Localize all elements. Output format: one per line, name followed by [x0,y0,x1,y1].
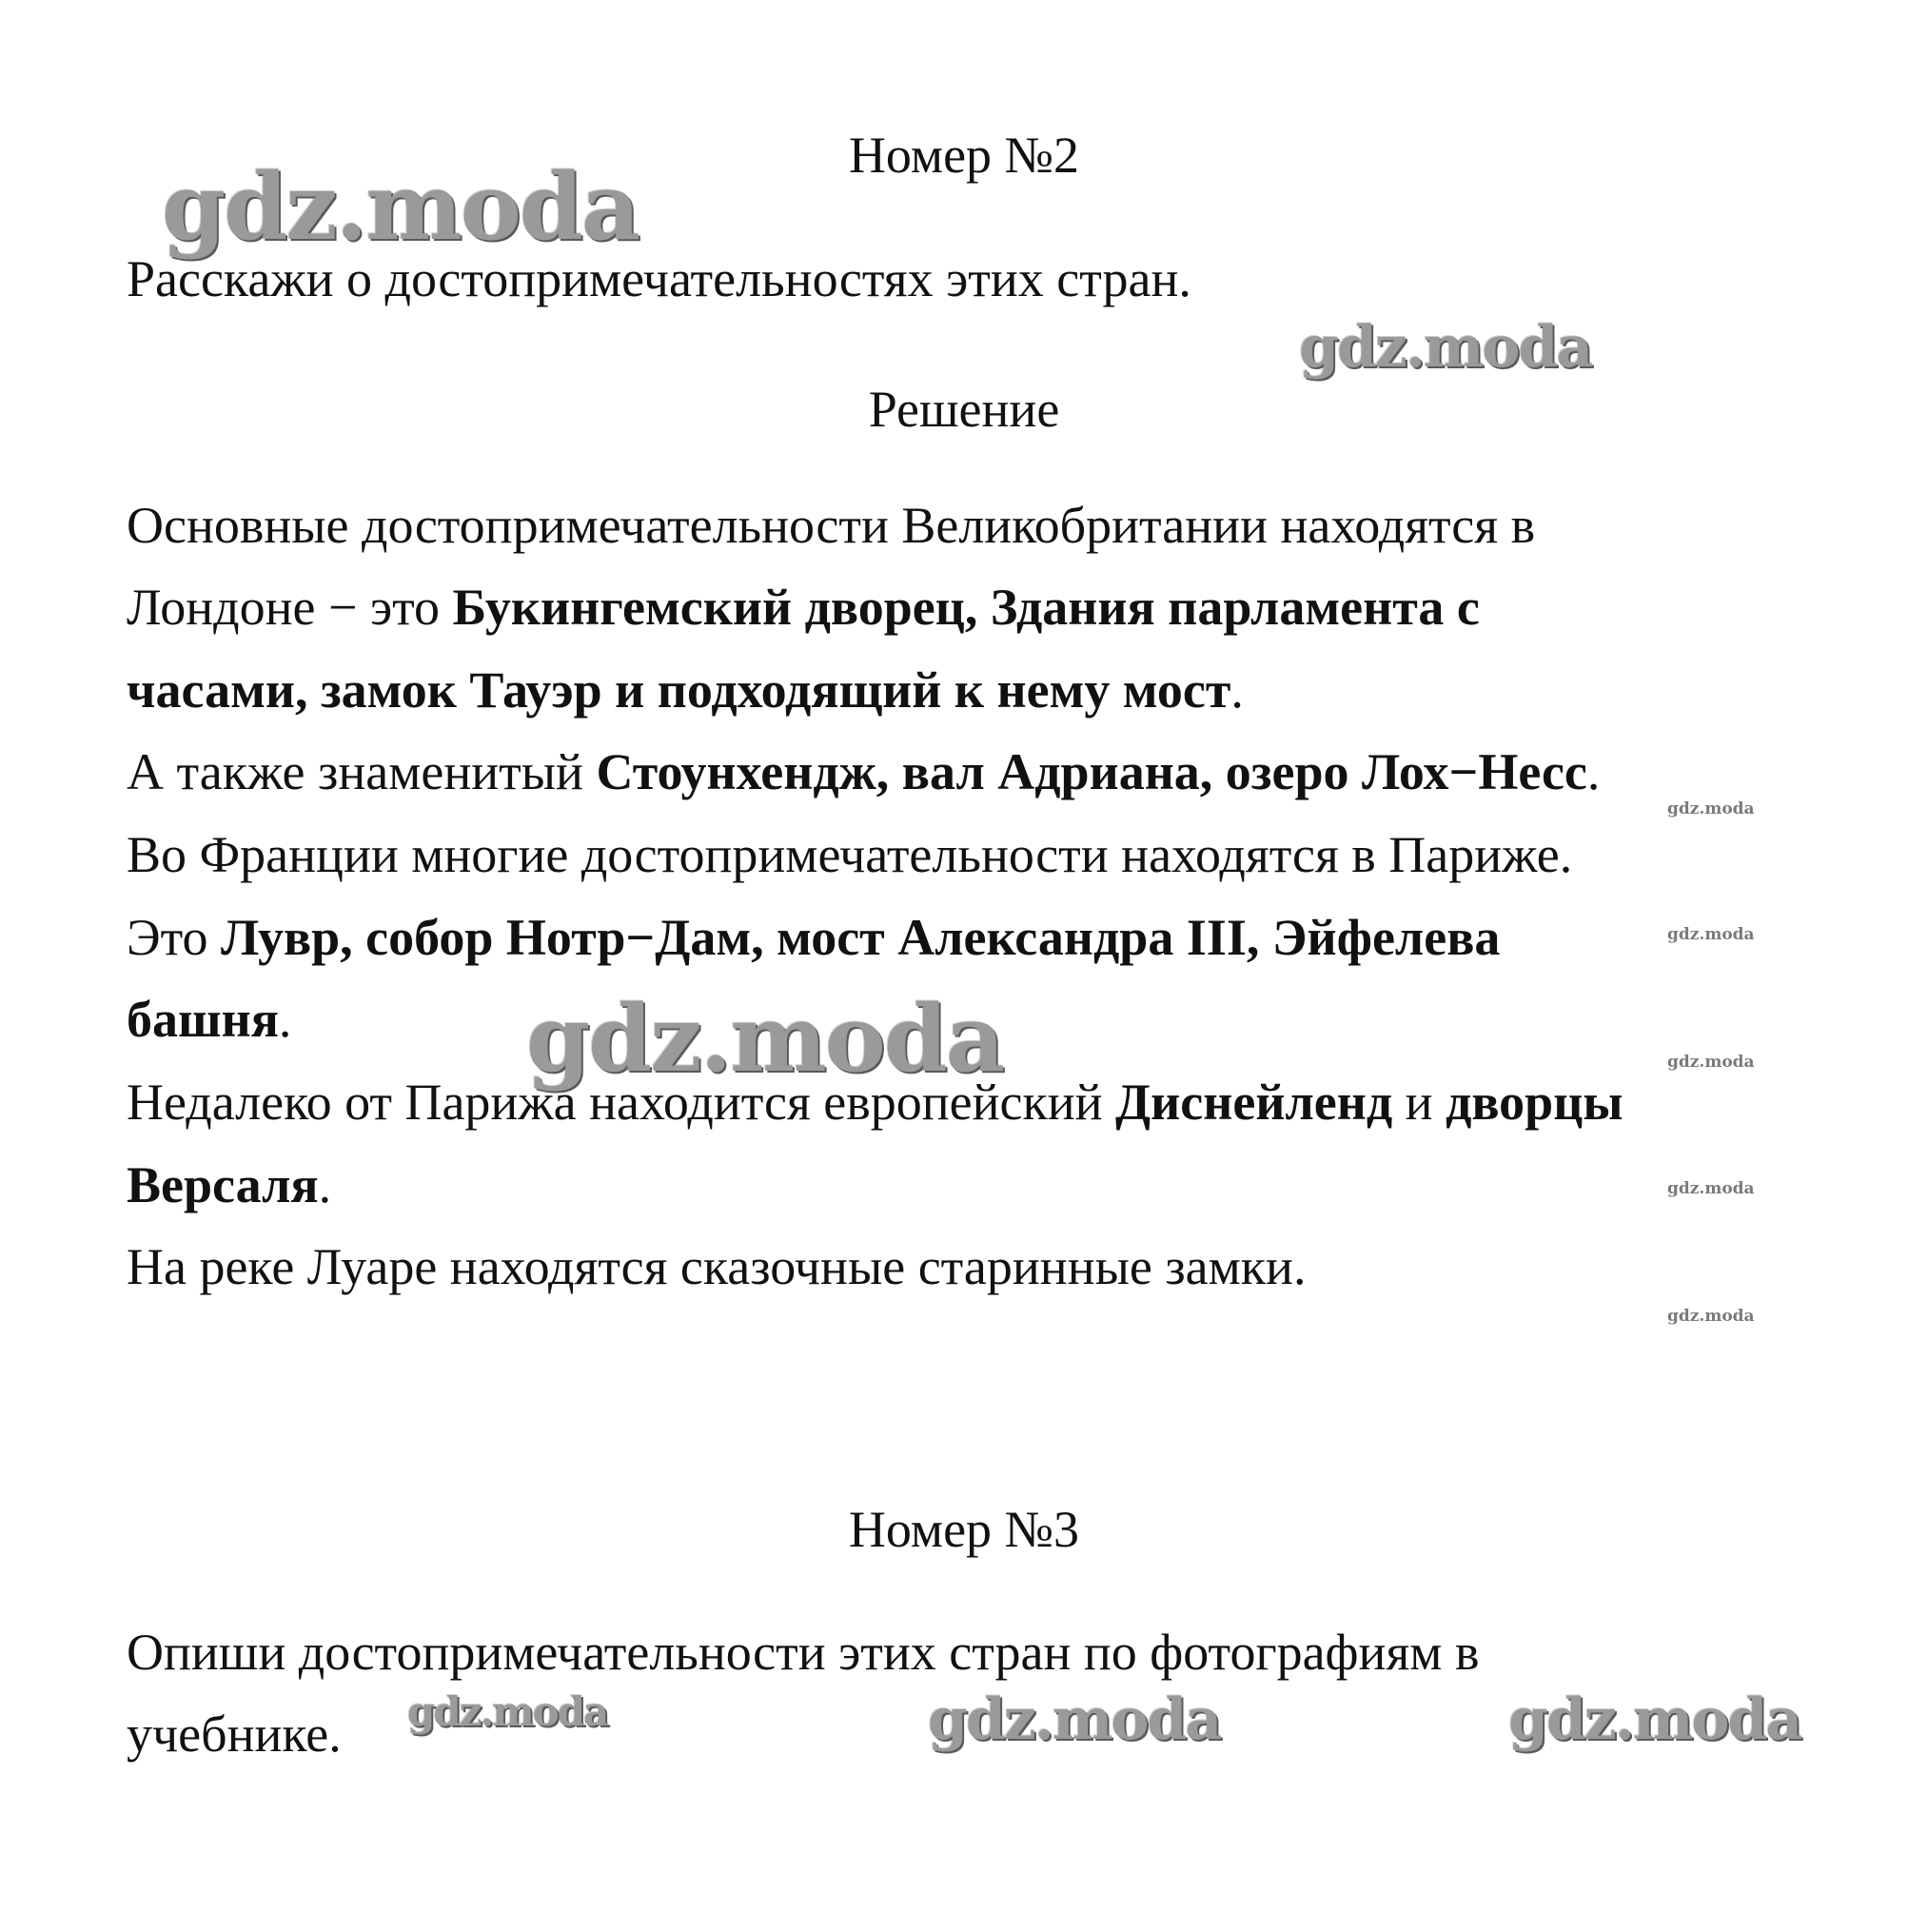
watermark-logo: gdz.moda [162,153,639,261]
watermark-small: gdz.moda [1667,925,1755,944]
watermark-logo: gdz.moda [526,985,1004,1093]
task2-heading: Номер №2 [848,127,1080,184]
watermark-small: gdz.moda [1667,799,1755,818]
solution-label: Решение [868,381,1060,438]
task3-question-line-1: Опиши достопримечательности этих стран по фотографиям в [127,1624,1480,1681]
watermark-logo: gdz.moda [1299,314,1592,381]
task2-question: Расскажи о достопримечательностях этих стран. [127,250,1191,307]
solution-line-1: Основные достопримечательности Великобритании находятся в [127,497,1536,554]
solution-line-3: часами, замок Тауэр и подходящий к нему мост. [127,661,1244,719]
watermark-small: gdz.moda [1667,1179,1755,1198]
watermark-logo: gdz.moda [928,1686,1221,1753]
solution-line-4: А также знаменитый Стоунхендж, вал Адриана, озеро Лох−Несс. [127,743,1601,800]
solution-line-5: Во Франции многие достопримечательности находятся в Париже. [127,826,1573,883]
watermark-small: gdz.moda [1667,1307,1755,1326]
solution-line-8: Недалеко от Парижа находится европейский Диснейленд и дворцы [127,1074,1623,1131]
solution-line-7: башня. [127,991,292,1048]
solution-line-10: На реке Луаре находятся сказочные старинные замки. [127,1238,1307,1295]
solution-line-6: Это Лувр, собор Нотр−Дам, мост Александра III, Эйфелева [127,909,1501,966]
task3-question-line-2: учебнике. [127,1705,342,1763]
solution-line-9: Версаля. [127,1156,332,1213]
solution-line-2: Лондоне − это Букингемский дворец, Здания парламента с [127,579,1480,636]
task3-heading: Номер №3 [848,1501,1080,1558]
watermark-logo: gdz.moda [1508,1686,1801,1753]
watermark-small: gdz.moda [1667,1053,1755,1072]
watermark-logo: gdz.moda [407,1688,608,1735]
